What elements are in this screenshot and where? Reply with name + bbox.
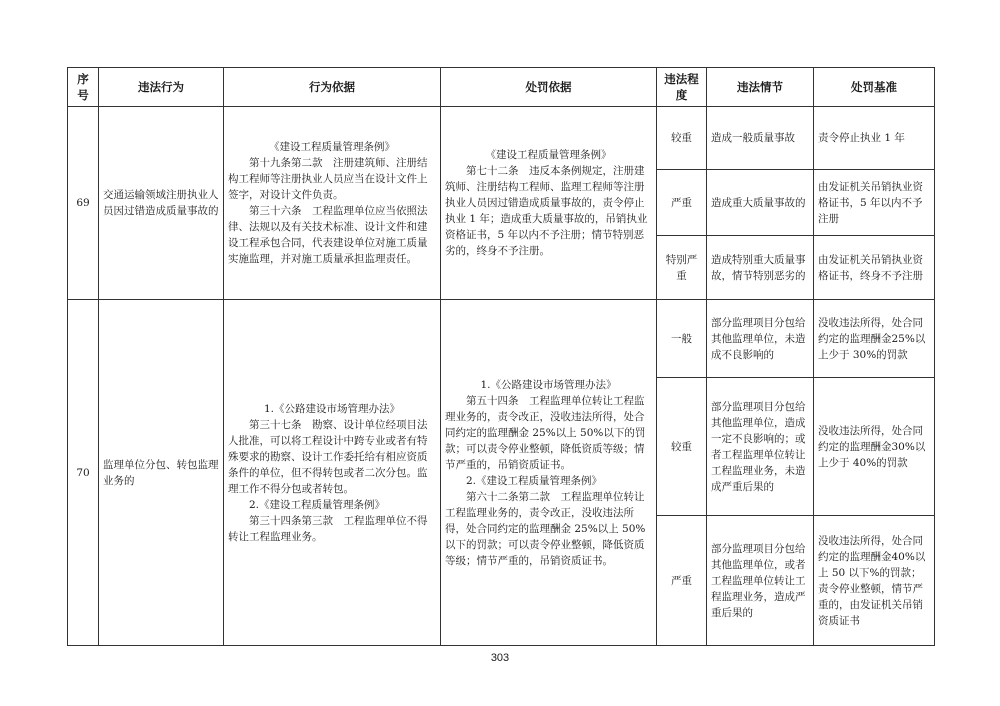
degree-cell: 严重 xyxy=(657,516,707,646)
penalty-article: 第六十二条第二款 工程监理单位转让工程监理业务的，责令改正，没收违法所得，处合同约定的监理酬金 25%以上 50%以下的罚款；可以责令停业整顿，降低资质等级；情节严重的，吊销资质证书。 xyxy=(445,490,646,567)
header-circumstance: 违法情节 xyxy=(707,68,814,107)
penalty-law-title: 1.《公路建设市场管理办法》 xyxy=(480,378,617,391)
penalty-article: 第五十四条 工程监理单位转让工程监理业务的，责令改正，没收违法所得，处合同约定的监理酬金 25%以上 50%以下的罚款；可以责令停业整顿，降低资质等级；情节严重的，吊销资质证书。 xyxy=(445,394,646,471)
penalty-law-title: 《建设工程质量管理条例》 xyxy=(485,149,612,161)
basis-cell xyxy=(224,300,441,646)
header-degree: 违法程度 xyxy=(657,68,707,107)
basis-law-title: 1.《公路建设市场管理办法》 xyxy=(263,402,401,415)
basis-article: 第三十七条 勘察、设计单位经项目法人批准，可以将工程设计中跨专业或者有特殊要求的勘察、设计工作委托给有相应资质条件的单位，但不得转包或者二次分包。监理工作不得分包或者转包。 xyxy=(228,418,428,495)
basis-article: 第十九条第二款 注册建筑师、注册结构工程师等注册执业人员应当在设计文件上签字，对设计文件负责。 xyxy=(228,157,428,201)
standard-cell: 没收违法所得，处合同约定的监理酬金25%以上少于 30%的罚款 xyxy=(814,300,935,378)
header-seq: 序号 xyxy=(68,68,99,107)
basis-law-title: 2.《建设工程质量管理条例》 xyxy=(249,498,386,511)
degree-cell: 较重 xyxy=(657,107,707,170)
degree-cell: 较重 xyxy=(657,378,707,516)
degree-cell: 特别严重 xyxy=(657,236,707,300)
basis-article: 第三十四条第三款 工程监理单位不得转让工程监理业务。 xyxy=(228,514,428,543)
circumstance-cell: 部分监理项目分包给其他监理单位，造成一定不良影响的；或者工程监理单位转让工程监理业务，未造成严重后果的 xyxy=(707,378,814,516)
penalty-basis-cell xyxy=(441,300,657,646)
violation-cell: 交通运输领域注册执业人员因过错造成质量事故的 xyxy=(99,107,224,300)
table-row xyxy=(68,107,935,170)
violation-cell: 监理单位分包、转包监理业务的 xyxy=(99,300,224,646)
seq-cell: 69 xyxy=(68,107,99,300)
circumstance-cell: 部分监理项目分包给其他监理单位，未造成不良影响的 xyxy=(707,300,814,378)
degree-cell: 严重 xyxy=(657,170,707,236)
header-basis: 行为依据 xyxy=(224,68,441,107)
penalty-law-title: 2.《建设工程质量管理条例》 xyxy=(466,474,603,487)
basis-law-title: 《建设工程质量管理条例》 xyxy=(269,141,395,153)
table-row xyxy=(68,300,935,378)
circumstance-cell: 造成一般质量事故 xyxy=(707,107,814,170)
standard-cell: 由发证机关吊销执业资格证书，5 年以内不予注册 xyxy=(814,170,935,236)
circumstance-cell: 部分监理项目分包给其他监理单位，或者工程监理单位转让工程监理业务，造成严重后果的 xyxy=(707,516,814,646)
degree-cell: 一般 xyxy=(657,300,707,378)
standard-cell: 没收违法所得，处合同约定的监理酬金30%以上少于 40%的罚款 xyxy=(814,378,935,516)
header-penalty-basis: 处罚依据 xyxy=(441,68,657,107)
penalty-basis-cell xyxy=(441,107,657,300)
basis-cell xyxy=(224,107,441,300)
seq-cell: 70 xyxy=(68,300,99,646)
penalty-standards-table xyxy=(67,67,935,646)
standard-cell: 没收违法所得，处合同约定的监理酬金40%以上 50 以下%的罚款；责令停业整顿，情节严重的，由发证机关吊销资质证书 xyxy=(814,516,935,646)
page-number: 303 xyxy=(490,652,510,664)
standard-cell: 责令停止执业 1 年 xyxy=(814,107,935,170)
penalty-article: 第七十二条 违反本条例规定，注册建筑师、注册结构工程师、监理工程师等注册执业人员因过错造成质量事故的，责令停止执业 1 年；造成重大质量事故的，吊销执业资格证书，5 年以内不予注册；情节特别恶劣的，终身不予注册。 xyxy=(445,165,648,257)
standard-cell: 由发证机关吊销执业资格证书，终身不予注册 xyxy=(814,236,935,300)
circumstance-cell: 造成重大质量事故的 xyxy=(707,170,814,236)
circumstance-cell: 造成特别重大质量事故，情节特别恶劣的 xyxy=(707,236,814,300)
header-row xyxy=(68,68,935,107)
header-standard: 处罚基准 xyxy=(814,68,935,107)
basis-article: 第三十六条 工程监理单位应当依照法律、法规以及有关技术标准、设计文件和建设工程承包合同，代表建设单位对施工质量实施监理，并对施工质量承担监理责任。 xyxy=(228,205,428,265)
header-violation: 违法行为 xyxy=(99,68,224,107)
